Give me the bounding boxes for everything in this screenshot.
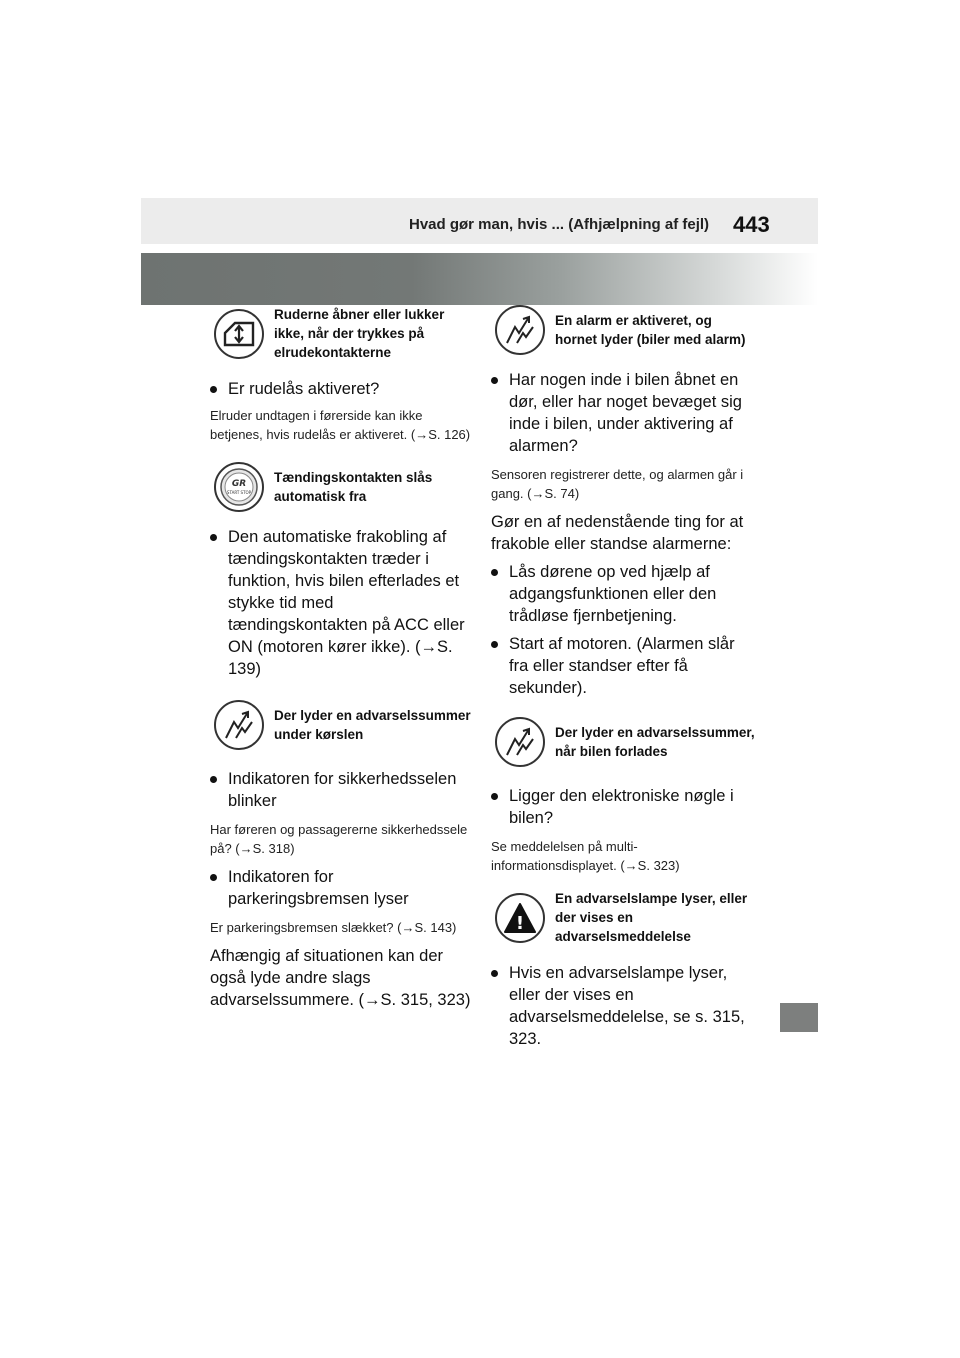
- unlock-doors-item: Lås dørene op ved hjælp af adgangsfunktionen eller den trådløse fjernbetjening.: [491, 561, 756, 627]
- warning-exclamation: !: [515, 912, 525, 934]
- window-lock-question: Er rudelås aktiveret?: [210, 378, 475, 400]
- ignition-heading: Tændingskontakten slås automatisk fra: [274, 470, 433, 504]
- parking-brake-note: Er parkeringsbremsen slækket? (→S. 143): [210, 920, 457, 935]
- right-column: [491, 305, 756, 1050]
- seatbelt-note: Har føreren og passagererne sikkerhedssele på? (→S. 318): [210, 822, 468, 856]
- chapter-tab: [780, 1003, 818, 1032]
- leaving-buzzer-heading: Der lyder en advarselssummer, når bilen forlades: [555, 725, 755, 759]
- alarm-instructions-paragraph: Gør en af nedenstående ting for at frakoble eller standse alarmerne:: [491, 513, 744, 553]
- window-lock-note: Elruder undtagen i førerside kan ikke betjenes, hvis rudelås er aktiveret. (→S. 126): [210, 408, 471, 442]
- seatbelt-indicator-item: Indikatoren for sikkerhedsselen blinker: [210, 768, 475, 812]
- alarm-heading: En alarm er aktiveret, og hornet lyder (biler med alarm): [555, 313, 746, 347]
- alarm-icon: [495, 305, 545, 355]
- driving-buzzer-heading-block: [210, 700, 475, 750]
- running-header-title: Hvad gør man, hvis ... (Afhjælpning af fejl): [409, 216, 710, 233]
- other-buzzers-paragraph: Afhængig af situationen kan der også lyde andre slags advarselssummere. (→S. 315, 323): [210, 947, 471, 1009]
- page-number: 443: [733, 212, 770, 237]
- start-engine-item: Start af motoren. (Alarmen slår fra eller standser efter få sekunder).: [491, 633, 756, 699]
- buzzer-icon: [214, 700, 264, 750]
- driving-buzzer-heading: Der lyder en advarselssummer under kørslen: [274, 708, 471, 742]
- electronic-key-question: Ligger den elektroniske nøgle i bilen?: [491, 785, 756, 829]
- warning-heading-block: [491, 889, 756, 946]
- start-stop-label: START STOP: [226, 490, 252, 495]
- alarm-heading-block: [491, 305, 756, 355]
- window-heading: Ruderne åbner eller lukker ikke, når der trykkes på elrudekontakterne: [274, 307, 445, 360]
- window-heading-block: [210, 305, 475, 362]
- warning-triangle-icon: [495, 893, 545, 943]
- alarm-cause-question: Har nogen inde i bilen åbnet en dør, eller har noget bevæget sig inde i bilen, under aktivering af alarmen?: [491, 369, 756, 457]
- multi-info-note: Se meddelelsen på multi-informationsdisplayet. (→S. 323): [491, 839, 680, 873]
- start-stop-logo: GR: [231, 479, 247, 489]
- leaving-buzzer-heading-block: [491, 717, 756, 767]
- warning-heading: En advarselslampe lyser, eller der vises en advarselsmeddelelse: [555, 891, 748, 944]
- section-banner: [141, 253, 818, 305]
- engine-start-stop-icon: [214, 462, 264, 512]
- alarm-sensor-note: Sensoren registrerer dette, og alarmen går i gang. (→S. 74): [491, 467, 744, 501]
- warning-light-text: Hvis en advarselslampe lyser, eller der vises en advarselsmeddelelse, se s. 315, 323.: [491, 962, 756, 1050]
- left-column: [210, 305, 475, 1011]
- auto-power-off-text: Den automatiske frakobling af tændingskontakten træder i funktion, hvis bilen efterlades et stykke tid med tændingskontakten på ACC eller ON (motoren kører ikke). (→S. 139): [210, 526, 475, 680]
- buzzer-icon: [495, 717, 545, 767]
- ignition-heading-block: [210, 462, 475, 512]
- window-switch-icon: [214, 309, 264, 359]
- parking-brake-item: Indikatoren for parkeringsbremsen lyser: [210, 866, 475, 910]
